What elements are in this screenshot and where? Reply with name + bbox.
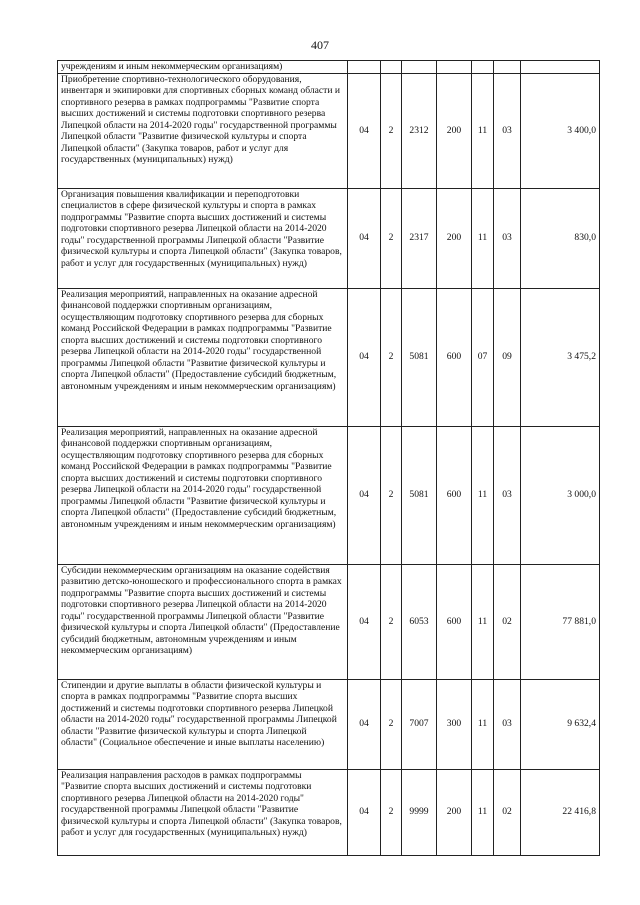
row-description: Организация повышения квалификации и переподготовки специалистов в сфере физической культуры и спорта в рамках подпрограммы "Развитие спорта высших достижений и системы подготовки спортивного резерва Липецкой области на 2014-2020 годы" государственной программы Липецкой области "Развитие физической культуры и спорта Липецкой области" (Закупка товаров, работ и услуг для государственных (муниципальных) нужд)	[58, 188, 348, 288]
expense-type-code: 600	[437, 564, 472, 679]
expense-type-code: 200	[437, 73, 472, 188]
table-row	[58, 288, 600, 426]
direction-code: 7007	[402, 679, 437, 769]
program-code: 04	[348, 288, 381, 426]
program-code	[348, 61, 381, 74]
expense-type-code: 200	[437, 769, 472, 855]
section-code: 11	[472, 426, 494, 564]
amount: 830,0	[521, 188, 600, 288]
expense-type-code: 200	[437, 188, 472, 288]
subsection-code	[494, 61, 521, 74]
subprogram-code: 2	[381, 73, 402, 188]
section-code	[472, 61, 494, 74]
program-code: 04	[348, 564, 381, 679]
amount: 77 881,0	[521, 564, 600, 679]
direction-code: 5081	[402, 426, 437, 564]
subprogram-code	[381, 61, 402, 74]
subsection-code: 09	[494, 288, 521, 426]
direction-code	[402, 61, 437, 74]
program-code: 04	[348, 188, 381, 288]
section-code: 11	[472, 73, 494, 188]
amount: 22 416,8	[521, 769, 600, 855]
table-row	[58, 426, 600, 564]
table-row	[58, 769, 600, 855]
subprogram-code: 2	[381, 769, 402, 855]
subprogram-code: 2	[381, 564, 402, 679]
row-description: Реализация мероприятий, направленных на оказание адресной финансовой поддержки спортивным организациям, осуществляющим подготовку спортивного резерва для сборных команд Российской Федерации в рамках подпрограммы "Развитие спорта высших достижений и системы подготовки спортивного резерва Липецкой области на 2014-2020 годы" государственной программы Липецкой области "Развитие физической культуры и спорта Липецкой области" (Предоставление субсидий бюджетным, автономным учреждениям и иным некоммерческим организациям)	[58, 288, 348, 426]
section-code: 11	[472, 564, 494, 679]
subprogram-code: 2	[381, 679, 402, 769]
table-row	[58, 188, 600, 288]
direction-code: 5081	[402, 288, 437, 426]
direction-code: 6053	[402, 564, 437, 679]
table-row	[58, 73, 600, 188]
row-description: Приобретение спортивно-технологического оборудования, инвентаря и экипировки для спортивных сборных команд области и спортивного резерва в рамках подпрограммы "Развитие спорта высших достижений и системы подготовки спортивного резерва Липецкой области на 2014-2020 годы" государственной программы Липецкой области "Развитие физической культуры и спорта Липецкой области" (Закупка товаров, работ и услуг для государственных (муниципальных) нужд)	[58, 73, 348, 188]
section-code: 07	[472, 288, 494, 426]
row-description: Стипендии и другие выплаты в области физической культуры и спорта в рамках подпрограммы "Развитие спорта высших достижений и системы подготовки спортивного резерва Липецкой области на 2014-2020 годы" государственной программы Липецкой области "Развитие физической культуры и спорта Липецкой области" (Социальное обеспечение и иные выплаты населению)	[58, 679, 348, 769]
subprogram-code: 2	[381, 426, 402, 564]
table-row	[58, 61, 600, 74]
amount	[521, 61, 600, 74]
subsection-code: 02	[494, 769, 521, 855]
program-code: 04	[348, 679, 381, 769]
subprogram-code: 2	[381, 188, 402, 288]
subsection-code: 03	[494, 426, 521, 564]
expense-type-code	[437, 61, 472, 74]
expense-type-code: 300	[437, 679, 472, 769]
program-code: 04	[348, 426, 381, 564]
row-description: Реализация мероприятий, направленных на оказание адресной финансовой поддержки спортивным организациям, осуществляющим подготовку спортивного резерва для сборных команд Российской Федерации в рамках подпрограммы "Развитие спорта высших достижений и системы подготовки спортивного резерва Липецкой области на 2014-2020 годы" государственной программы Липецкой области "Развитие физической культуры и спорта Липецкой области" (Предоставление субсидий бюджетным, автономным учреждениям и иным некоммерческим организациям)	[58, 426, 348, 564]
subprogram-code: 2	[381, 288, 402, 426]
row-description: Реализация направления расходов в рамках подпрограммы "Развитие спорта высших достижений и системы подготовки спортивного резерва Липецкой области на 2014-2020 годы" государственной программы Липецкой области "Развитие физической культуры и спорта Липецкой области" (Закупка товаров, работ и услуг для государственных (муниципальных) нужд)	[58, 769, 348, 855]
program-code: 04	[348, 73, 381, 188]
amount: 3 400,0	[521, 73, 600, 188]
expense-type-code: 600	[437, 426, 472, 564]
subsection-code: 03	[494, 73, 521, 188]
direction-code: 2312	[402, 73, 437, 188]
subsection-code: 02	[494, 564, 521, 679]
table-row	[58, 679, 600, 769]
direction-code: 2317	[402, 188, 437, 288]
section-code: 11	[472, 188, 494, 288]
page-number: 407	[311, 38, 329, 52]
section-code: 11	[472, 769, 494, 855]
row-description: Субсидии некоммерческим организациям на оказание содействия развитию детско-юношеского и профессионального спорта в рамках подпрограммы "Развитие спорта высших достижений и системы подготовки спортивного резерва Липецкой области на 2014-2020 годы" государственной программы Липецкой области "Развитие физической культуры и спорта Липецкой области" (Предоставление субсидий бюджетным, автономным учреждениям и иным некоммерческим организациям)	[58, 564, 348, 679]
amount: 9 632,4	[521, 679, 600, 769]
amount: 3 475,2	[521, 288, 600, 426]
table-row	[58, 564, 600, 679]
subsection-code: 03	[494, 679, 521, 769]
budget-table	[57, 60, 600, 856]
direction-code: 9999	[402, 769, 437, 855]
expense-type-code: 600	[437, 288, 472, 426]
subsection-code: 03	[494, 188, 521, 288]
section-code: 11	[472, 679, 494, 769]
amount: 3 000,0	[521, 426, 600, 564]
program-code: 04	[348, 769, 381, 855]
row-description: учреждениям и иным некоммерческим организациям)	[58, 61, 348, 74]
